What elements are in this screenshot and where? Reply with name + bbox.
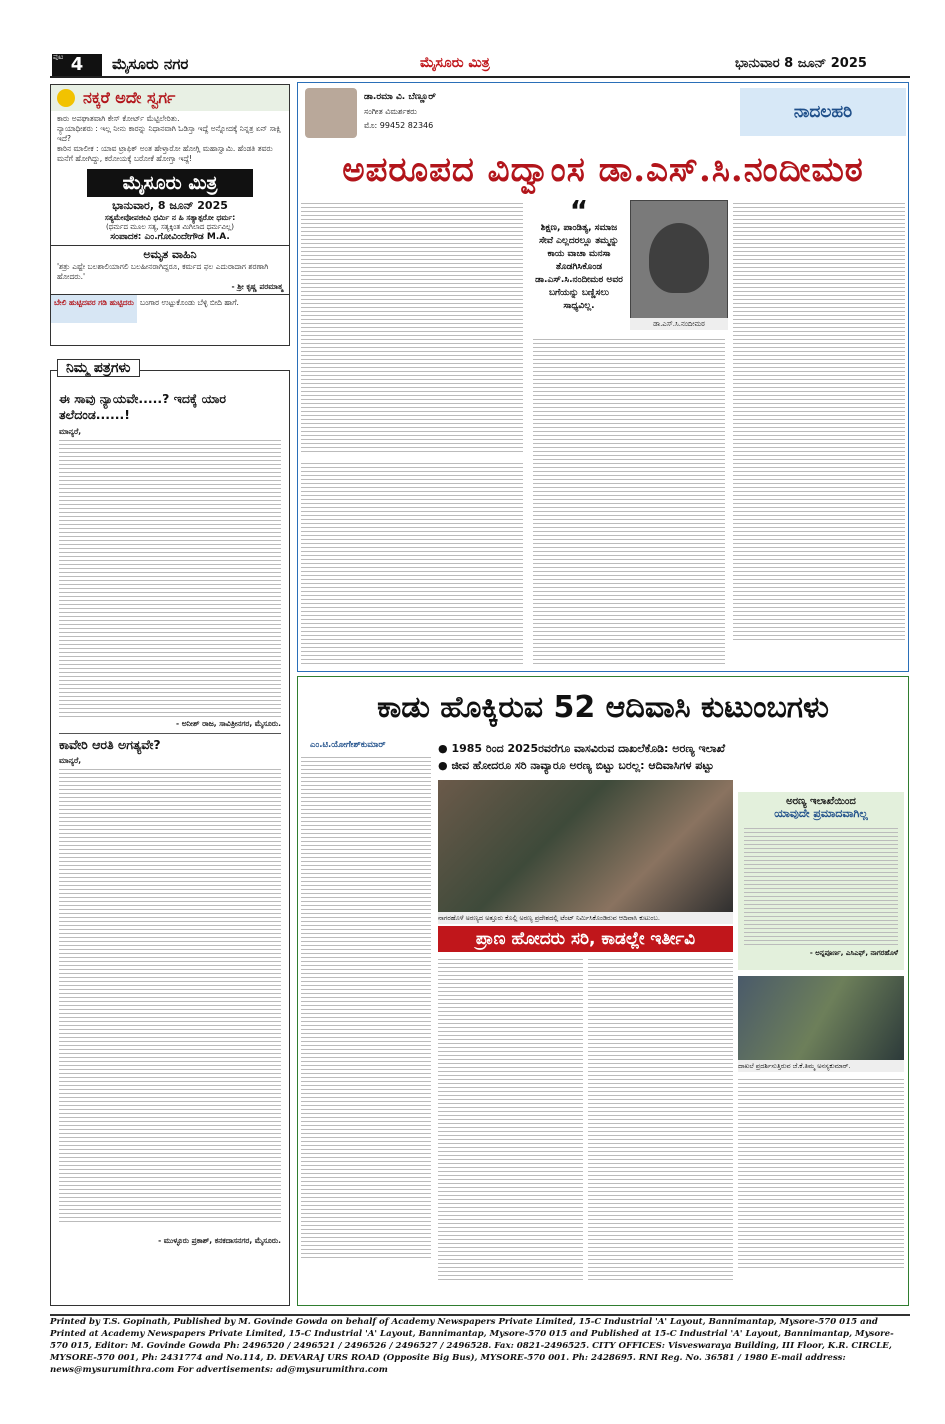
documents-photo-caption: ದಾಖಲೆ ಪ್ರದರ್ಶಿಸುತ್ತಿರುವ ಜೆ.ಕೆ.ತಿಮ್ಮ ಅನಸ್ಯಕುಮಾರ್. <box>738 1060 904 1072</box>
letter2-sign: - ಮುಳ್ಳೂರು ಪ್ರಕಾಶ್, ಕನಕದಾಸನಗರ, ಮೈಸೂರು. <box>158 1236 281 1245</box>
feature-col-1b <box>301 460 523 668</box>
feature-col-1 <box>301 200 523 456</box>
sidebar-body <box>744 825 898 945</box>
story2-col-1 <box>301 754 431 1306</box>
scholar-photo <box>630 200 728 328</box>
story2-col-4 <box>738 1076 904 1306</box>
sidebar-title-1: ಅರಣ್ಯ ಇಲಾಖೆಯಿಂದ <box>786 796 856 807</box>
author-name: ಡಾ.ರಮಾ ವಿ. ಬೆಣ್ಣೂರ್ <box>364 92 436 102</box>
motto-note: (ಧರ್ಮದ ಮೂಲ ಸತ್ಯ, ಸತ್ಯಕ್ಕಿಂತ ಮಿಗಿಲಾದ ಧರ್ಮವಿಲ್ಲ) <box>105 223 235 231</box>
story2-col-2 <box>438 956 583 1306</box>
letter1-salutation: ಮಾನ್ಯರೆ, <box>59 427 82 436</box>
proverb-left: ಬೇಲಿ ಹುಟ್ಟಿದವರ ಗಡಿ ಹುಟ್ಟಿದರು <box>51 295 137 323</box>
author-role: ಸಂಗೀತ ವಿಮರ್ಶಕರು <box>364 107 417 116</box>
amrita-text: 'ಶತ್ರು ಎಷ್ಟೇ ಬಲಶಾಲಿಯಾಗಲಿ ಬಲಹೀನರಾಗಿದ್ದರೂ, ಕರ್ಮದ ಫಲ ಎದುರಾದಾಗ ಶರಣಾಗಿ ಹೋದರು.' <box>57 262 269 281</box>
letter2-body <box>59 766 281 1236</box>
amrita-title: ಅಮೃತ ವಾಹಿನಿ <box>143 248 197 261</box>
letter1-body <box>59 437 281 719</box>
proverb-row <box>51 294 289 323</box>
bullet-1-text: 1985 ರಿಂದ 2025ರವರೆಗೂ ವಾಸವಿರುವ ದಾಖಲೆಕೊಡಿ: ಅರಣ್ಯ ಇಲಾಖೆ <box>451 742 726 755</box>
editorial-box <box>50 84 290 346</box>
letter2-salutation: ಮಾನ್ಯರೆ, <box>59 756 82 765</box>
letters-header: ನಿಮ್ಮ ಪತ್ರಗಳು <box>57 359 140 377</box>
joke-line: ನ್ಯಾಯಾಧೀಶರು : ಇಲ್ಲ ನೀನು ಕಾರನ್ನು ನಿಧಾನವಾಗಿ ಓಡಿಸ್ತಾ ಇದ್ದೆ ಅನ್ನೋದಕ್ಕೆ ನಿನ್ನತ್ರ ಏನ್ ಸಾಕ್ಷಿ ಇದೆ? <box>57 124 281 143</box>
tribal-photo-caption: ನಾಗರಹೊಳೆ ಅರಣ್ಯದ ಅತ್ತೂರು ಕೊಲ್ಲಿ ಅರಣ್ಯ ಪ್ರದೇಶದಲ್ಲಿ ಟೆಂಟ್ ನಿರ್ಮಿಸಿಕೊಂಡಿರುವ ಆದಿವಾಸಿ ಕುಟುಂಬ. <box>438 912 733 924</box>
feature-headline: ಅಪರೂಪದ ವಿದ್ವಾಂಸ ಡಾ.ಎಸ್.ಸಿ.ನಂದೀಮಠ <box>342 150 864 190</box>
masthead-logo: ಮೈಸೂರು ಮಿತ್ರ <box>87 169 253 197</box>
letter1-title: ಈ ಸಾವು ನ್ಯಾಯವೇ.....? ಇದಕ್ಕೆ ಯಾರ ತಲೆದಂಡ......! <box>59 391 227 422</box>
story2-col-3 <box>588 956 733 1306</box>
letter2-title: ಕಾವೇರಿ ಆರತಿ ಅಗತ್ಯವೇ? <box>59 733 281 753</box>
author-phone: ಮೊ: 99452 82346 <box>364 121 434 130</box>
page-label: ಪುಟ <box>53 53 64 61</box>
joke-title: ನಕ್ಕರೆ ಅದೇ ಸ್ವರ್ಗ <box>83 88 176 107</box>
feature-col-3 <box>733 200 905 668</box>
joke-line: ಕಾರು ಅಪಘಾತವಾಗಿ ಕೇಸ್ ಕೋರ್ಟ್ ಮೆಟ್ಟಿಲೇರಿತು. <box>57 114 180 123</box>
scholar-caption: ಡಾ.ಎಸ್.ಸಿ.ನಂದೀಮಠ <box>630 318 728 330</box>
editor-name: ಸಂಪಾದಕ: ಎಂ.ಗೋವಿಂದೇಗೌಡ M.A. <box>110 232 230 242</box>
tribal-family-photo <box>438 780 733 912</box>
amrita-author: - ಶ್ರೀ ಕೃಷ್ಣ ಪರಮಾತ್ಮ <box>231 282 283 291</box>
joke-title-bar <box>51 85 289 111</box>
story2-bullets <box>438 740 903 774</box>
masthead-small: ಮೈಸೂರು ಮಿತ್ರ <box>420 55 490 71</box>
pull-quote <box>533 194 625 330</box>
sidebar-title-2: ಯಾವುದೇ ಪ್ರಮಾದವಾಗಿಲ್ಲ <box>774 807 868 820</box>
motto: ಸತ್ಯಮೇವೋಪಜೀವಿ ಧರ್ಮಿ ನ ಹಿ ಸತ್ಯಾತ್ಪರೋ ಧರ್ಮ: <box>104 213 236 222</box>
author-photo <box>305 88 357 138</box>
issue-date: ಭಾನುವಾರ, 8 ಜೂನ್ 2025 <box>112 199 228 212</box>
joke-line: ಕಾರಿನ ಮಾಲೀಕ : ಯಾವ ಟ್ರಾಫಿಕ್ ಅಂತ ಹೇಳ್ತಾರೋ ಹೋಗ್ಲಿ ಮಹಾಸ್ವಾಮಿ. ಹೆಂಡತಿ ತವರು ಮನೆಗೆ ಹೋಗಿದ್ದು, ಕರೋಯಕ್ಕೆ ಬರೋಕೆ ಹೋಗ್ತಾ ಇದ್ದೆ! <box>57 144 273 163</box>
joke-text <box>51 111 289 167</box>
amrita-vahini <box>51 245 289 294</box>
bullet-2-text: ಜೀವ ಹೋದರೂ ಸರಿ ನಾವ್ಯಾರೂ ಅರಣ್ಯ ಬಿಟ್ಟು ಬರಲ್ಲ: ಆದಿವಾಸಿಗಳ ಪಟ್ಟು <box>451 759 714 772</box>
portrait-shape <box>649 223 709 293</box>
bullet-1: ● 1985 ರಿಂದ 2025ರವರೆಗೂ ವಾಸವಿರುವ ದಾಖಲೆಕೊಡಿ: ಅರಣ್ಯ ಇಲಾಖೆ <box>438 742 726 755</box>
page-number: 4 <box>70 54 84 75</box>
story2-byline: ಎಂ.ಟಿ.ಯೋಗೇಶ್‌ಕುಮಾರ್ <box>310 740 386 750</box>
quote-text: ಶಿಕ್ಷಣ, ಪಾಂಡಿತ್ಯ, ಸಮಾಜ ಸೇವೆ ಎಲ್ಲದರಲ್ಲೂ ತಮ್ಮನ್ನು ಕಾಯ ವಾಚಾ ಮನಸಾ ತೊಡಗಿಸಿಕೊಂಡ ಡಾ.ಎಸ್.ಸಿ.ನಂದೀಮಠ ಅವರ ಬಗೆಯನ್ನು ಬಣ್ಣಿಸಲು ಸಾಧ್ಯವಿಲ್ಲ. <box>535 223 623 311</box>
story2-subhead: ಪ್ರಾಣ ಹೋದರು ಸರಿ, ಕಾಡಲ್ಲೇ ಇರ್ತೀವಿ <box>438 926 733 952</box>
story2-headline: ಕಾಡು ಹೊಕ್ಕಿರುವ 52 ಆದಿವಾಸಿ ಕುಟುಂಬಗಳು <box>377 690 829 725</box>
section-title: ಮೈಸೂರು ನಗರ <box>112 55 189 73</box>
documents-photo <box>738 976 904 1060</box>
feature-col-2 <box>533 336 725 668</box>
smiley-icon <box>57 89 75 107</box>
sidebar-sign: - ಅನ್ನಪೂರ್ಣ, ಎಸಿಎಫ್, ನಾಗರಹೊಳೆ <box>809 949 898 957</box>
bullet-2: ● ಜೀವ ಹೋದರೂ ಸರಿ ನಾವ್ಯಾರೂ ಅರಣ್ಯ ಬಿಟ್ಟು ಬರಲ್ಲ: ಆದಿವಾಸಿಗಳ ಪಟ್ಟು <box>438 759 714 772</box>
header-date: ಭಾನುವಾರ 8 ಜೂನ್ 2025 <box>735 56 867 71</box>
letters-box <box>50 360 290 1306</box>
forest-dept-sidebar <box>738 792 904 970</box>
letter1-sign: - ಅನೀಶ್ ರಾಜ, ಸಾವಿತ್ರೀನಗರ, ಮೈಸೂರು. <box>175 719 281 728</box>
proverb-right: ಬಂಗಾರ ಉಟ್ಟುಕೊಂಡು ಬೆಳ್ಳಿ ಬೀದಿ ಹಾಗೆ. <box>140 298 239 307</box>
column-name: ನಾದಲಹರಿ <box>740 88 906 136</box>
imprint-footer: Printed by T.S. Gopinath, Published by M. Govinde Gowda on behalf of Academy Newspapers Private Limited, 15-C Industrial 'A' Layout, Bannimantap, Mysore-570 015 and Printed at Academy Newspapers Private Limited, 15-C Industrial 'A' Layout, Bannimantap, Mysore-570 015 and Published at 15-C Industrial 'A' Layout, Bannimantap, Mysore-570 015, Editor: M. Govinde Gowda Ph: 2496520 / 2496521 / 2496526 / 2496527 / 2496528. Fax: 0821-2496525. CITY OFFICES: Visveswaraya Building, III Floor, K.R. CIRCLE, MYSORE-570 001, Ph: 2431774 and No.114, D. DEVARAJ URS ROAD (Opposite Big Bus), MYSORE-570 001. Ph: 2428695. RNI Reg. No. 36581 / 1980 E-mail address: news@mysurumithra.com For advertisements: ad@mysurumithra.com <box>50 1314 910 1406</box>
quote-mark-icon: “ <box>569 194 589 227</box>
